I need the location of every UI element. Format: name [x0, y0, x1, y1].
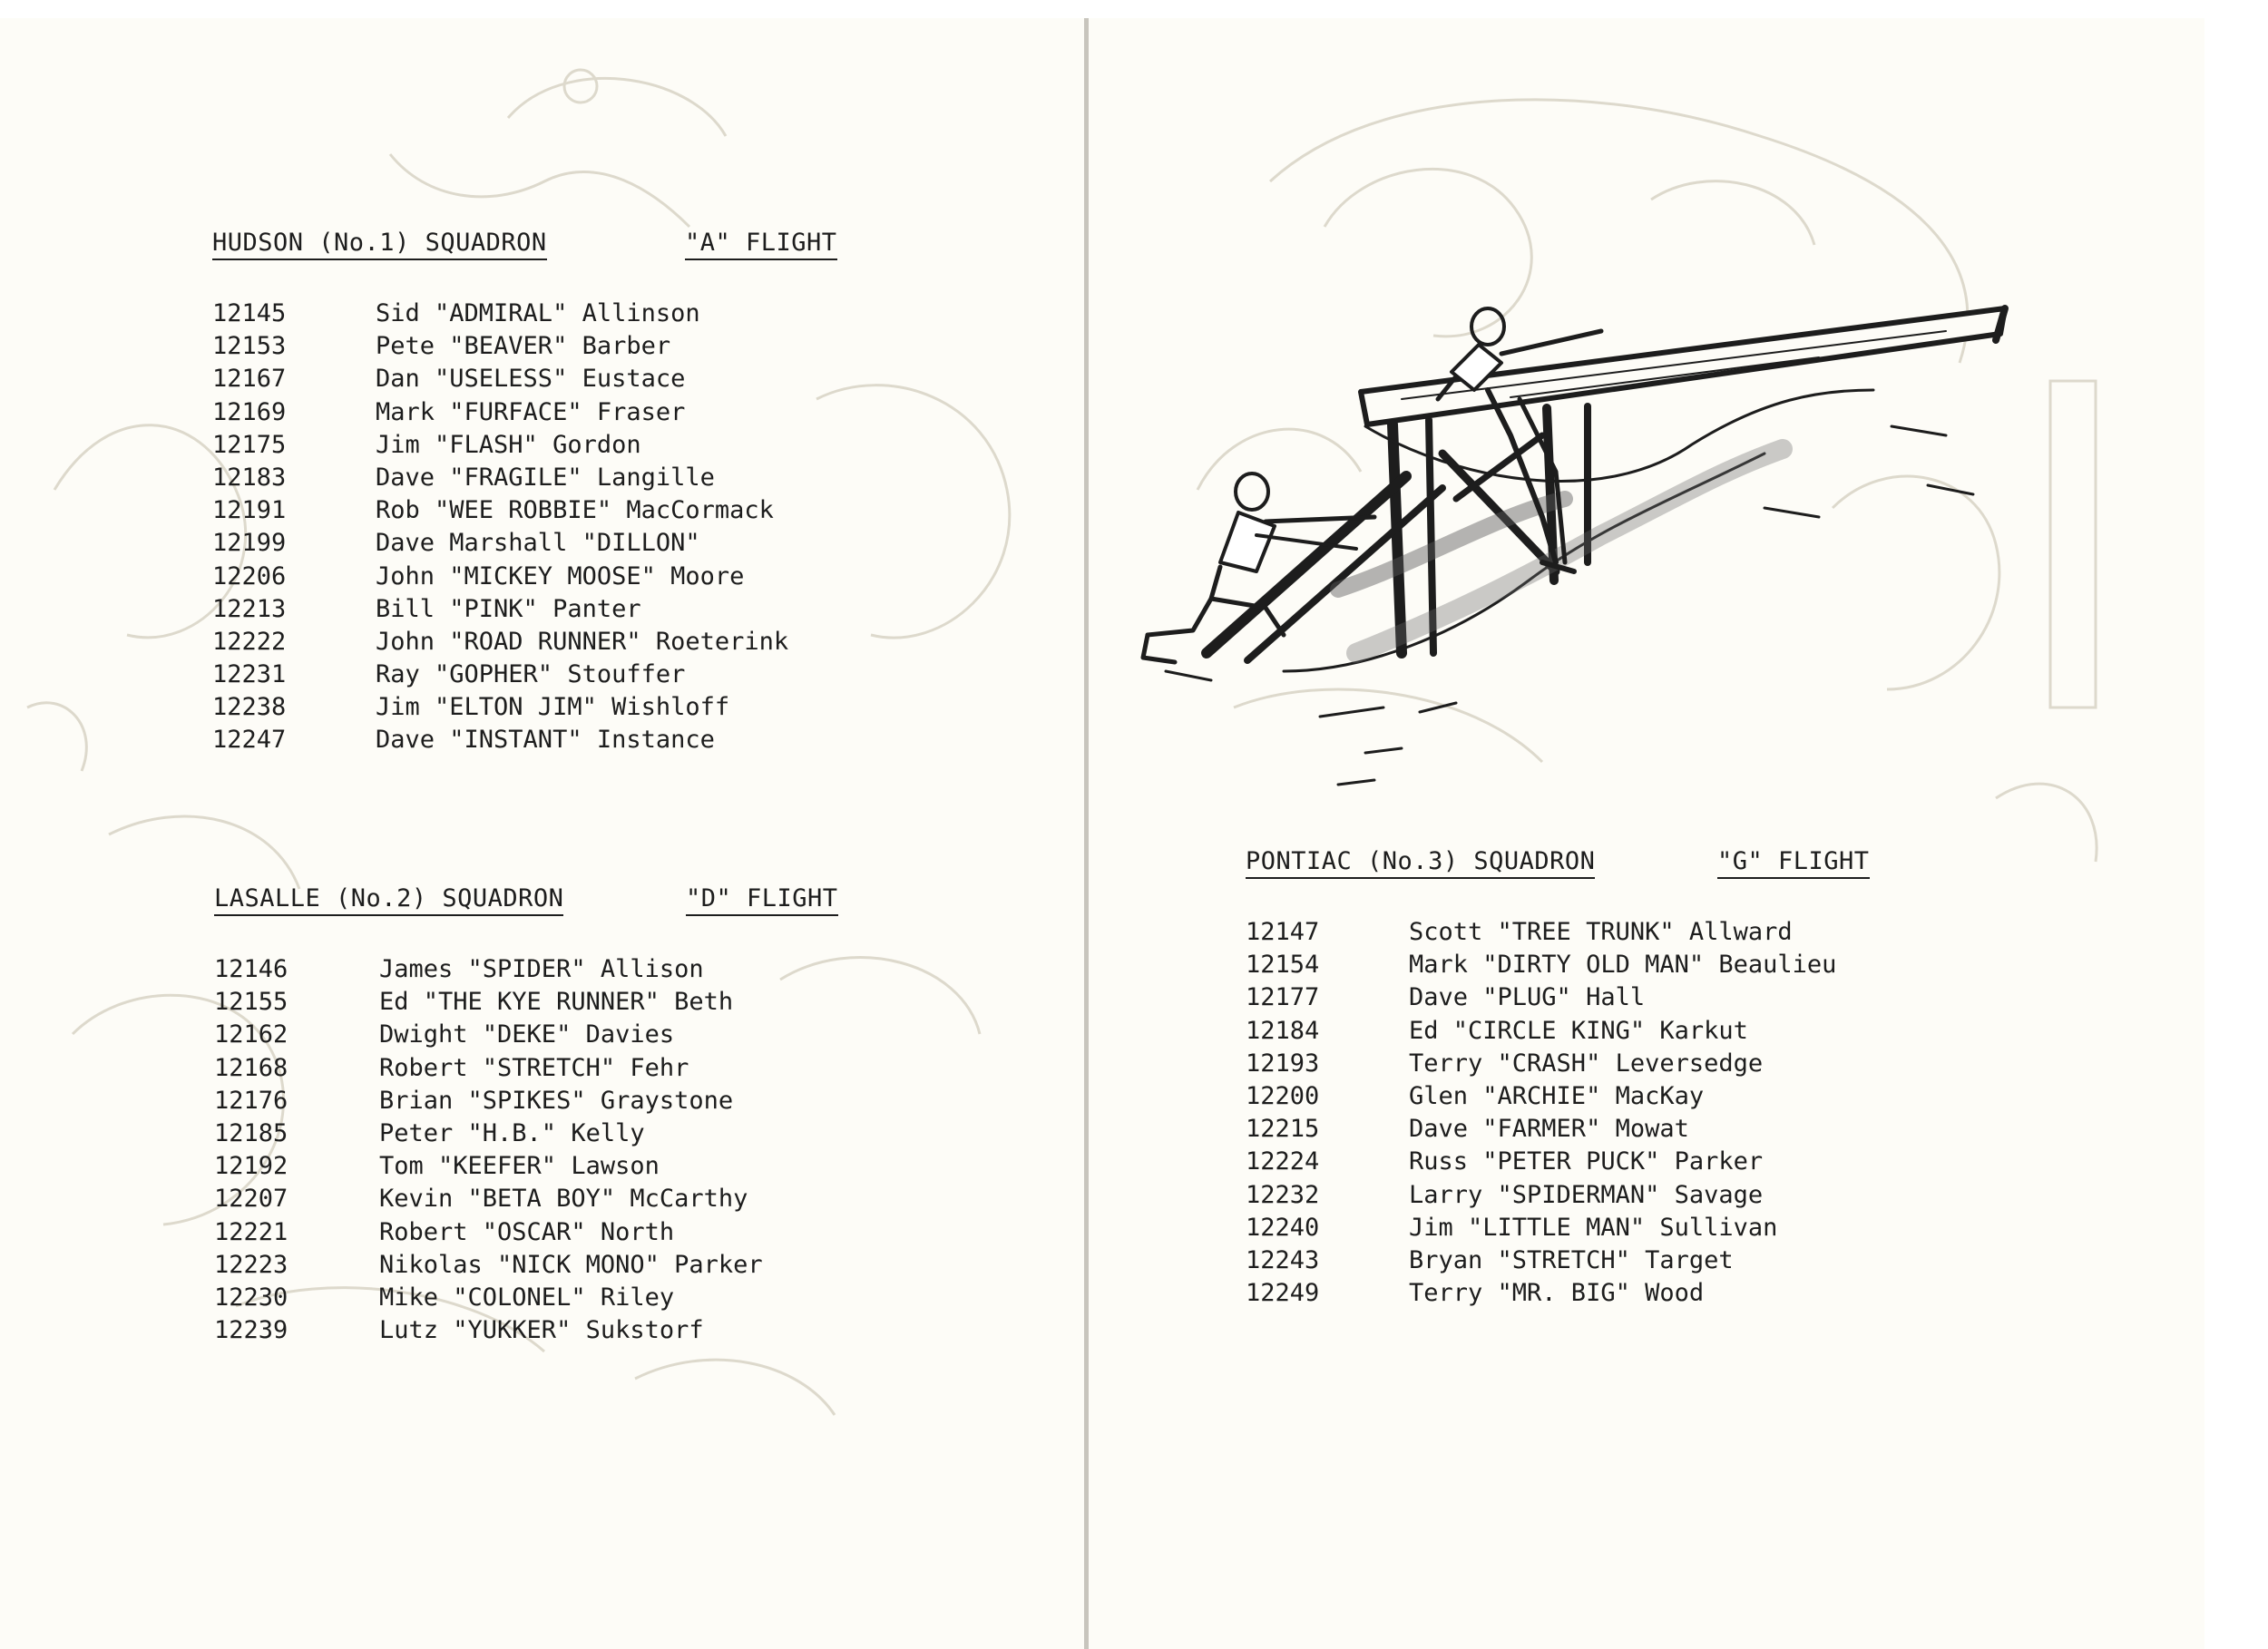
member-name: Glen "ARCHIE" MacKay [1409, 1081, 1705, 1110]
member-number: 12200 [1246, 1081, 1320, 1110]
squadron-title: PONTIAC (No.3) SQUADRON [1246, 847, 1595, 879]
member-name: Robert "STRETCH" Fehr [379, 1053, 689, 1082]
right-page [1089, 18, 2204, 1649]
squadron-title: HUDSON (No.1) SQUADRON [212, 229, 547, 260]
member-name: Dave "PLUG" Hall [1409, 983, 1646, 1012]
pontiac-squadron-roster [1246, 847, 1899, 1310]
member-number: 12247 [212, 726, 287, 755]
flight-title: "A" FLIGHT [685, 229, 837, 260]
member-name: Jim "LITTLE MAN" Sullivan [1409, 1213, 1778, 1242]
member-name: Kevin "BETA BOY" McCarthy [379, 1185, 748, 1214]
member-number: 12169 [212, 397, 287, 426]
member-number: 12213 [212, 594, 287, 623]
member-name: Dave Marshall "DILLON" [376, 529, 700, 558]
roster-row [214, 1314, 867, 1347]
roster-row [212, 561, 865, 593]
roster-row [214, 1052, 867, 1085]
roster-row [1246, 949, 1899, 981]
squadron-title: LASALLE (No.2) SQUADRON [214, 884, 563, 916]
roster-row [212, 330, 865, 363]
member-name: Robert "OSCAR" North [379, 1217, 675, 1246]
member-name: Lutz "YUKKER" Sukstorf [379, 1316, 704, 1345]
roster-row [212, 659, 865, 691]
roster-row [1246, 1277, 1899, 1310]
roster-row [214, 1085, 867, 1117]
roster-row [212, 429, 865, 462]
roster-list [214, 953, 867, 1347]
member-number: 12154 [1246, 951, 1320, 980]
member-name: Terry "CRASH" Leversedge [1409, 1049, 1764, 1078]
background-edge [2204, 18, 2268, 1649]
member-name: James "SPIDER" Allison [379, 955, 704, 983]
flight-title: "D" FLIGHT [686, 884, 838, 916]
member-name: Russ "PETER PUCK" Parker [1409, 1147, 1764, 1176]
member-name: Mark "DIRTY OLD MAN" Beaulieu [1409, 951, 1837, 980]
member-number: 12147 [1246, 918, 1320, 946]
member-number: 12239 [214, 1316, 288, 1345]
roster-row [212, 298, 865, 330]
bleed-through-sketch [1089, 18, 2204, 1649]
lasalle-squadron-roster [214, 884, 867, 1347]
member-name: Jim "FLASH" Gordon [376, 430, 641, 459]
roster-row [1246, 1212, 1899, 1244]
member-number: 12191 [212, 496, 287, 525]
member-number: 12167 [212, 365, 287, 394]
member-name: Pete "BEAVER" Barber [376, 332, 671, 361]
roster-row [214, 1183, 867, 1215]
member-number: 12222 [212, 627, 287, 656]
member-name: Jim "ELTON JIM" Wishloff [376, 693, 730, 722]
roster-row [1246, 1113, 1899, 1146]
roster-row [214, 1117, 867, 1150]
member-name: Dave "FARMER" Mowat [1409, 1115, 1689, 1144]
roster-row [212, 527, 865, 560]
roster-row [1246, 981, 1899, 1014]
roster-row [214, 986, 867, 1019]
roster-row [214, 1282, 867, 1314]
member-name: Larry "SPIDERMAN" Savage [1409, 1180, 1764, 1209]
member-name: Dave "FRAGILE" Langille [376, 463, 715, 492]
hudson-header [212, 229, 865, 265]
member-name: Dave "INSTANT" Instance [376, 726, 715, 755]
member-name: Ray "GOPHER" Stouffer [376, 660, 686, 689]
roster-row [1246, 1179, 1899, 1212]
roster-row [1246, 1048, 1899, 1080]
table-leg [1393, 424, 1402, 653]
roster-row [212, 462, 865, 494]
member-number: 12199 [212, 529, 287, 558]
member-number: 12223 [214, 1250, 288, 1279]
roster-list [212, 298, 865, 757]
roster-row [214, 1249, 867, 1282]
member-number: 12162 [214, 1020, 288, 1049]
member-number: 12240 [1246, 1213, 1320, 1242]
member-number: 12183 [212, 463, 287, 492]
roster-row [1246, 1244, 1899, 1277]
member-name: Peter "H.B." Kelly [379, 1118, 645, 1147]
member-number: 12185 [214, 1118, 288, 1147]
member-name: Tom "KEEFER" Lawson [379, 1152, 660, 1181]
member-name: Bill "PINK" Panter [376, 594, 641, 623]
roster-row [214, 953, 867, 986]
member-number: 12238 [212, 693, 287, 722]
sketch-illustration [1129, 290, 2037, 798]
member-number: 12193 [1246, 1049, 1320, 1078]
member-number: 12249 [1246, 1279, 1320, 1308]
member-name: Mark "FURFACE" Fraser [376, 397, 686, 426]
roster-row [1246, 1146, 1899, 1178]
member-number: 12176 [214, 1086, 288, 1115]
roster-row [212, 363, 865, 395]
roster-row [212, 691, 865, 724]
member-number: 12192 [214, 1152, 288, 1181]
member-number: 12221 [214, 1217, 288, 1246]
flight-title: "G" FLIGHT [1717, 847, 1870, 879]
member-name: Dan "USELESS" Eustace [376, 365, 686, 394]
member-number: 12153 [212, 332, 287, 361]
member-number: 12215 [1246, 1115, 1320, 1144]
member-number: 12231 [212, 660, 287, 689]
member-name: Nikolas "NICK MONO" Parker [379, 1250, 763, 1279]
roster-row [214, 1019, 867, 1051]
member-number: 12184 [1246, 1016, 1320, 1045]
member-name: Bryan "STRETCH" Target [1409, 1245, 1734, 1274]
member-number: 12177 [1246, 983, 1320, 1012]
member-number: 12207 [214, 1185, 288, 1214]
member-number: 12230 [214, 1283, 288, 1312]
member-name: Dwight "DEKE" Davies [379, 1020, 675, 1049]
left-page [0, 18, 1084, 1649]
hudson-squadron-roster [212, 229, 865, 757]
member-number: 12224 [1246, 1147, 1320, 1176]
member-number: 12146 [214, 955, 288, 983]
roster-list [1246, 916, 1899, 1310]
roster-row [1246, 1015, 1899, 1048]
member-number: 12206 [212, 561, 287, 590]
member-number: 12145 [212, 299, 287, 327]
member-number: 12155 [214, 988, 288, 1017]
member-name: Terry "MR. BIG" Wood [1409, 1279, 1705, 1308]
roster-row [212, 494, 865, 527]
member-number: 12243 [1246, 1245, 1320, 1274]
roster-row [1246, 916, 1899, 949]
member-name: John "ROAD RUNNER" Roeterink [376, 627, 789, 656]
member-number: 12168 [214, 1053, 288, 1082]
member-name: Mike "COLONEL" Riley [379, 1283, 675, 1312]
roster-row [214, 1150, 867, 1183]
member-name: Ed "THE KYE RUNNER" Beth [379, 988, 734, 1017]
roster-row [1246, 1080, 1899, 1113]
lasalle-header [214, 884, 867, 921]
member-name: Brian "SPIKES" Graystone [379, 1086, 734, 1115]
pontiac-header [1246, 847, 1899, 883]
member-name: Sid "ADMIRAL" Allinson [376, 299, 700, 327]
roster-row [212, 396, 865, 429]
figure-kneeling [1143, 473, 1374, 662]
member-number: 12232 [1246, 1180, 1320, 1209]
roster-row [212, 626, 865, 659]
member-name: John "MICKEY MOOSE" Moore [376, 561, 745, 590]
roster-row [212, 724, 865, 756]
member-number: 12175 [212, 430, 287, 459]
roster-row [212, 593, 865, 626]
roster-row [214, 1216, 867, 1249]
member-name: Rob "WEE ROBBIE" MacCormack [376, 496, 774, 525]
member-name: Ed "CIRCLE KING" Karkut [1409, 1016, 1748, 1045]
member-name: Scott "TREE TRUNK" Allward [1409, 918, 1793, 946]
